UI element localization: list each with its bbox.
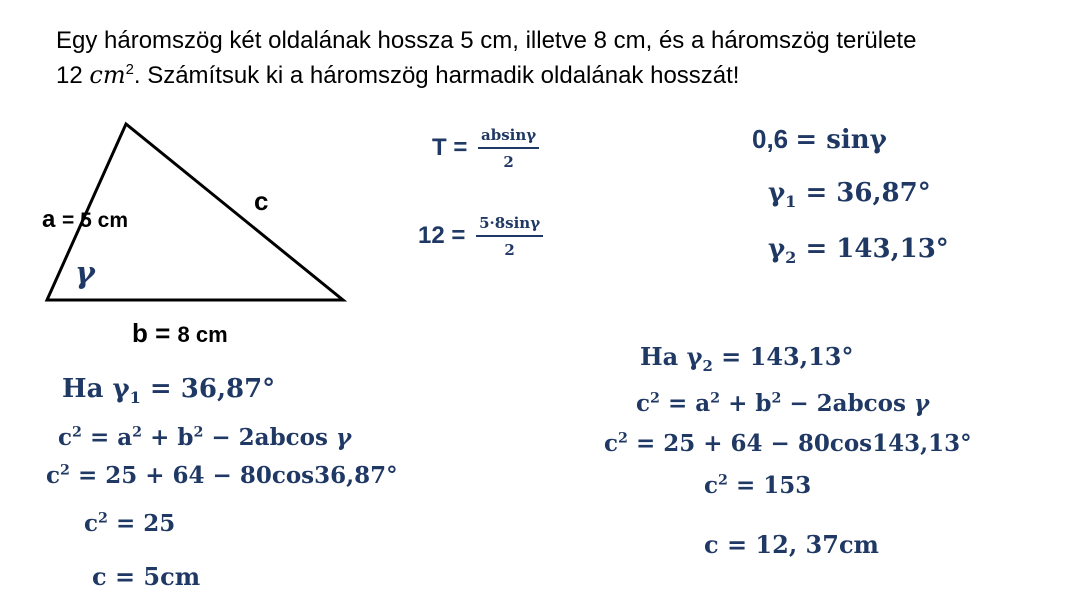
- sine-equation: [752, 124, 887, 155]
- case2-law-a: = a: [667, 390, 711, 417]
- problem-question: . Számítsuk ki a háromszög harmadik oldalának hosszát!: [133, 62, 740, 89]
- gamma2-symbol: γ: [768, 234, 786, 264]
- case2-cosine-law: $c^2 = a^2 + b^2 - 2abcos$ γ: [636, 390, 930, 417]
- sine-rhs: = sinγ: [795, 125, 887, 155]
- side-b-value: 8 cm: [177, 322, 228, 347]
- area-substituted-fraction: [476, 214, 543, 259]
- case1-law-b: + b: [150, 424, 194, 451]
- gamma2-subscript: 2: [785, 248, 797, 268]
- gamma1-symbol: γ: [768, 178, 786, 208]
- case2-title-value: = 143,13°: [721, 342, 854, 371]
- case1-law-a: = a: [89, 424, 133, 451]
- side-a-label: [42, 206, 128, 234]
- area-formula: [432, 126, 539, 171]
- case1-result-c: c: [84, 510, 99, 537]
- gamma1-subscript: 1: [785, 192, 797, 212]
- case1-final: c = 5cm: [92, 562, 201, 591]
- area-unit: cm: [89, 61, 126, 89]
- case1-title-prefix: Ha γ: [62, 374, 130, 404]
- case1-cosine-law: $c^2 = a^2 + b^2 - 2abcos$ γ: [58, 424, 352, 451]
- case2-result-rhs: = 153: [735, 472, 812, 499]
- case2-substitution: $c^2 = 25 + 64 - 80\cos 143,13^\circ$: [604, 430, 972, 457]
- side-a-letter: a: [42, 206, 56, 233]
- case1-result: $c^2 = 25$: [84, 510, 176, 537]
- case2-subst-c: c: [604, 430, 619, 457]
- area-unit-exponent: 2: [125, 62, 134, 78]
- side-b-letter: b: [132, 318, 148, 348]
- case2-result-c: c: [704, 472, 719, 499]
- area-formula-denominator: 2: [503, 153, 514, 171]
- case2-law-tail: − 2abcos: [789, 390, 906, 417]
- case1-subst-rhs: = 25 + 64 − 80cos36,87°: [77, 462, 398, 489]
- case2-law-c: c: [636, 390, 651, 417]
- case1-substitution: $c^2 = 25 + 64 - 80\cos 36,87^\circ$: [46, 462, 398, 489]
- case2-title: [640, 342, 854, 375]
- case1-title-subscript: 1: [129, 388, 141, 408]
- side-b-equals: =: [155, 318, 171, 348]
- case2-final: c = 12, 37cm: [704, 530, 879, 559]
- area-substituted-denominator: 2: [504, 241, 515, 259]
- sine-lhs: 0,6: [752, 124, 789, 154]
- side-a-value: = 5 cm: [62, 209, 128, 232]
- case1-result-rhs: = 25: [115, 510, 176, 537]
- area-formula-fraction: [478, 126, 539, 171]
- case2-law-gamma: γ: [913, 390, 930, 417]
- area-formula-lhs: T =: [432, 133, 468, 161]
- area-formula-numerator: absinγ: [478, 126, 539, 149]
- case2-title-prefix: Ha γ: [640, 342, 703, 371]
- side-c-label: c: [254, 186, 269, 216]
- area-substituted-lhs: 12 =: [418, 221, 466, 249]
- case1-title-value: = 36,87°: [149, 374, 276, 404]
- case1-law-gamma: γ: [335, 424, 352, 451]
- case1-law-c: c: [58, 424, 73, 451]
- gamma1-degrees: = 36,87°: [805, 178, 931, 208]
- gamma2-value: [768, 234, 949, 268]
- side-b-label: [132, 318, 228, 349]
- area-substituted: [418, 214, 543, 259]
- case2-subst-rhs: = 25 + 64 − 80cos143,13°: [635, 430, 972, 457]
- angle-gamma-label: γ: [75, 256, 95, 291]
- area-substituted-numerator: 5·8sinγ: [476, 214, 543, 237]
- case1-subst-c: c: [46, 462, 61, 489]
- problem-line-1: Egy háromszög két oldalának hossza 5 cm, illetve 8 cm, és a háromszög területe: [56, 27, 917, 54]
- case1-title: [62, 374, 276, 408]
- case2-title-subscript: 2: [702, 356, 713, 375]
- gamma1-value: [768, 178, 931, 212]
- area-value: 12: [56, 62, 90, 89]
- case2-result: $c^2 = 153$: [704, 472, 812, 499]
- case1-law-tail: − 2abcos: [211, 424, 328, 451]
- gamma2-degrees: = 143,13°: [805, 234, 949, 264]
- case2-law-b: + b: [728, 390, 772, 417]
